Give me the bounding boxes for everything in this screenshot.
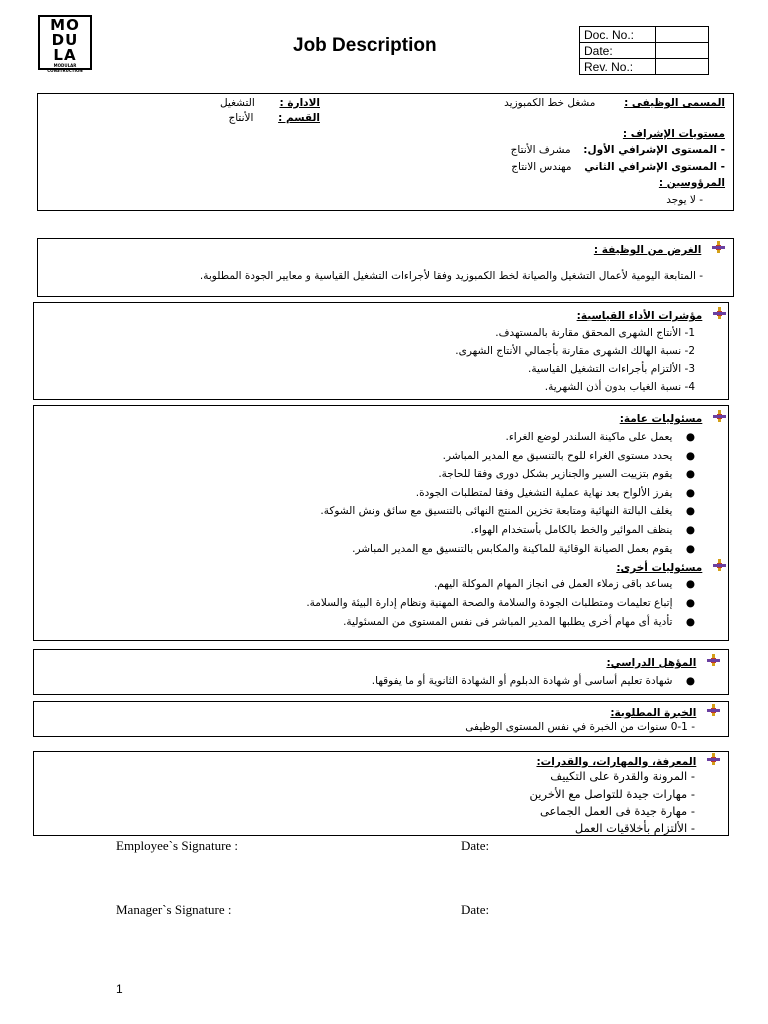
- purpose-heading: الغرض من الوظيفة :: [593, 244, 702, 256]
- department-label: الادارة :: [279, 97, 320, 109]
- responsibility-item: ● يفرز الألواح بعد نهاية عملية التشغيل وفقا لمتطلبات الجودة.: [415, 487, 695, 499]
- doc-no-value: [656, 27, 709, 43]
- subordinates-value: - لا يوجد: [666, 194, 703, 206]
- skills-heading: المعرفة، والمهارات، والقدرات:: [536, 756, 697, 768]
- responsibilities-box: [33, 405, 729, 641]
- skill-item: - الألتزام بأخلاقيات العمل: [574, 821, 695, 835]
- education-item: ● شهادة تعليم أساسى أو شهادة الدبلوم أو الشهادة الثانوية أو ما يفوقها.: [371, 675, 695, 687]
- section-bullet-icon: [712, 241, 725, 253]
- section-bullet-icon: [707, 654, 720, 666]
- job-purpose-box: [37, 238, 734, 297]
- job-title-value: مشغل خط الكمبوزيد: [504, 97, 596, 109]
- other-responsibilities-heading: مسئوليات أخرى:: [616, 562, 703, 574]
- section-bullet-icon: [713, 307, 726, 319]
- skills-box: [33, 751, 729, 836]
- education-box: [33, 649, 729, 695]
- supervision-levels-label: مستويات الإشراف :: [622, 128, 725, 140]
- supervision-level-1-label: - المستوى الإشرافي الأول:: [583, 144, 725, 156]
- subordinates-label: المرؤوسين :: [658, 177, 725, 189]
- rev-no-value: [656, 59, 709, 75]
- kpi-item: 2- نسبة الهالك الشهرى مقارنة بأجمالي الأنتاج الشهرى.: [455, 345, 695, 357]
- responsibility-item: ● يقوم بتزييت السير والجنازير بشكل دورى وفقا للحاجة.: [438, 468, 695, 480]
- section-bullet-icon: [707, 704, 720, 716]
- experience-box: [33, 701, 729, 737]
- supervision-level-2-label: - المستوى الإشرافي الثاني: [584, 161, 725, 173]
- department-value: التشغيل: [219, 97, 255, 109]
- skill-item: - المرونة والقدرة على التكييف: [550, 769, 695, 783]
- section-value: الأنتاج: [228, 112, 254, 124]
- kpi-item: 3- الألتزام بأجراءات التشغيل القياسية.: [528, 363, 695, 375]
- supervision-level-1-value: مشرف الأنتاج: [510, 144, 571, 156]
- responsibility-item: ● يقوم بعمل الصيانة الوقائية للماكينة والمكابس بالتنسيق مع المدير المباشر.: [352, 543, 695, 555]
- responsibility-item: ● يعمل على ماكينة السلندر لوضع الغراء.: [505, 431, 695, 443]
- other-responsibility-item: ● إتباع تعليمات ومتطلبات الجودة والسلامة والصحة المهنية ونظام إدارة البيئة والسلامة.: [306, 597, 695, 609]
- purpose-text: - المتابعة اليومية لأعمال التشغيل والصيانة لخط الكمبوزيد وفقا لأجراءات التشغيل القياسية و معايير الجودة المطلوبة.: [199, 270, 703, 282]
- kpi-item: 4- نسبة الغياب بدون أذن الشهرية.: [544, 381, 695, 393]
- date-value: [656, 43, 709, 59]
- skill-item: - مهارة جيدة فى العمل الجماعى: [539, 804, 695, 818]
- rev-no-label: Rev. No.:: [580, 59, 656, 75]
- job-title-label: المسمى الوظيفى :: [624, 97, 725, 109]
- section-label: القسم :: [278, 112, 320, 124]
- supervision-level-2-value: مهندس الانتاج: [511, 161, 572, 173]
- education-heading: المؤهل الدراسي:: [606, 657, 697, 669]
- responsibility-item: ● ينظف الموائير والخط بالكامل بأستخدام الهواء.: [470, 524, 695, 536]
- employee-date-label: Date:: [461, 838, 490, 853]
- kpi-heading: مؤشرات الأداء القياسية:: [576, 310, 703, 322]
- kpi-box: [33, 302, 729, 400]
- kpi-item: 1- الأنتاج الشهرى المحقق مقارنة بالمستهدف.: [495, 327, 695, 339]
- experience-text: - 0-1 سنوات من الخبرة في نفس المستوى الوظيفى: [465, 721, 695, 733]
- page-title: Job Description: [293, 35, 437, 56]
- other-responsibility-item: ● تأدية أى مهام أخرى يطلبها المدير المباشر فى نفس المستوى من المسئولية.: [343, 616, 695, 628]
- doc-no-label: Doc. No.:: [580, 27, 656, 43]
- document-info-table: [579, 26, 709, 75]
- section-bullet-icon: [713, 410, 726, 422]
- employee-signature-label: Employee`s Signature :: [116, 838, 239, 853]
- skill-item: - مهارات جيدة للتواصل مع الأخرين: [529, 787, 695, 801]
- section-bullet-icon: [707, 753, 720, 765]
- manager-signature-label: Manager`s Signature :: [116, 902, 232, 917]
- responsibility-item: ● يحدد مستوى الغراء للوح بالتنسيق مع المدير المباشر.: [442, 450, 695, 462]
- section-bullet-icon: [713, 559, 726, 571]
- manager-date-label: Date:: [461, 902, 490, 917]
- date-label: Date:: [580, 43, 656, 59]
- other-responsibility-item: ● يساعد باقى زملاء العمل فى انجاز المهام الموكلة اليهم.: [433, 578, 695, 590]
- responsibility-item: ● يغلف البالتة النهائية ومتابعة تخزين المنتج النهائى بالتنسيق مع سائق ونش الشوكة.: [320, 505, 695, 517]
- page-number: 1: [116, 982, 123, 996]
- job-info-box: [37, 93, 734, 211]
- experience-heading: الخبرة المطلوبة:: [610, 707, 697, 719]
- general-responsibilities-heading: مسئوليات عامة:: [619, 413, 703, 425]
- company-logo: MO DU LA MODULAR CONSTRUCTION: [38, 15, 92, 70]
